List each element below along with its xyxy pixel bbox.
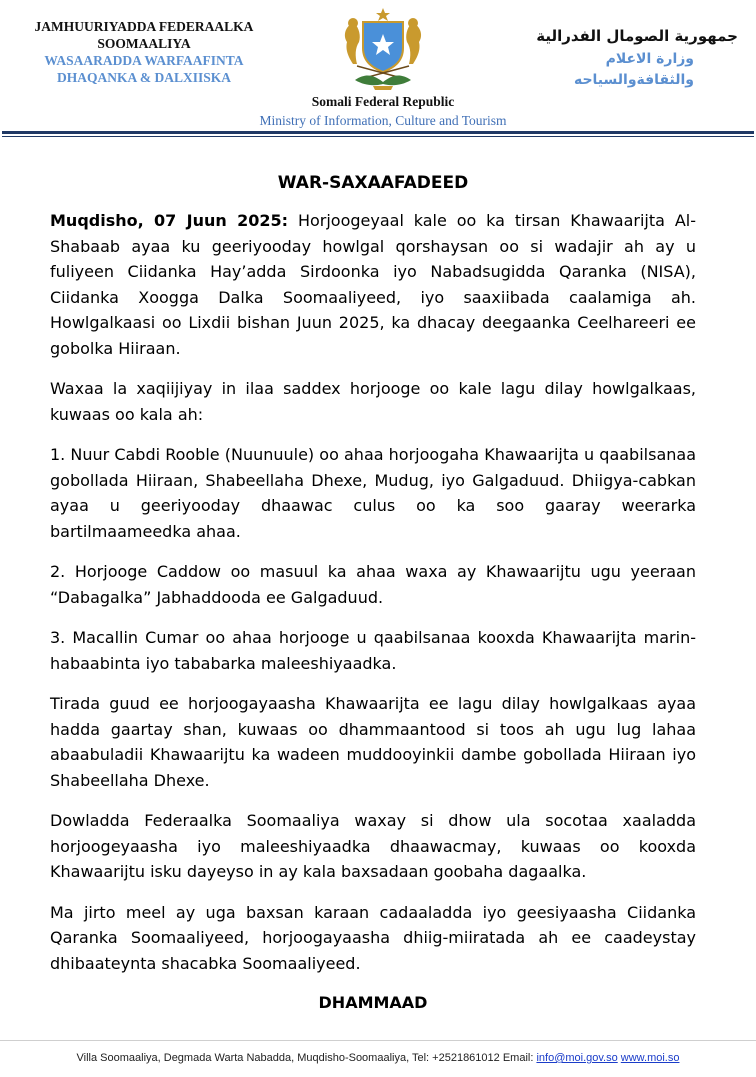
closing-mark: DHAMMAAD (318, 993, 428, 1012)
ministry-name-somali-line2: DHAQANKA & DALXIISKA (56, 70, 232, 85)
republic-name-somali-line1: JAMHUURIYADDA FEDERAALKA (34, 19, 254, 34)
republic-name-english: Somali Federal Republic (311, 94, 455, 109)
list-item-2: 2. Horjooge Caddow oo masuul ka ahaa waxa ay Khawaarijtu ugu yeeraan “Dabagalka” Jabhaddooda ee Galgaduud. (50, 562, 696, 607)
document-title: WAR-SAXAAFADEED (277, 173, 469, 193)
ministry-name-somali-line1: WASAARADDA WARFAAFINTA (44, 53, 244, 68)
dateline: Muqdisho, 07 Juun 2025: (50, 211, 289, 230)
letterhead-arabic (508, 24, 738, 90)
coat-of-arms-icon (333, 6, 433, 92)
header-divider-thin (2, 136, 754, 137)
paragraph-lead-text: Horjoogeyaal kale oo ka tirsan Khawaarijta Al-Shabaab ayaa ku geeriyooday howlgal qorshaysan oo si wadajir ah ay u fuliyeen Ciidanka Hay’adda Sirdoonka iyo Nabadsugidda Qaranka (NISA), Ciidanka Xoogga Dalka Soomaaliyeed, iyo saaxiibada caalamiga ah. Howlgalkaasi oo Lixdii bishan Juun 2025, ka dhacay deegaanka Ceelhareeri ee gobolka Hiiraan. (50, 211, 696, 358)
footer-divider (0, 1040, 756, 1041)
footer-address: Villa Soomaaliya, Degmada Warta Nabadda, Muqdisho-Soomaaliya, Tel: +2521861012 Email: (76, 1052, 537, 1064)
paragraph-7: Dowladda Federaalka Soomaaliya waxay si dhow ula socotaa xaaladda horjoogeyaasha iyo maleeshiyaadka dhaawacmay, kuwaas oo kooxda Khawaarijtu isku dayeyso in ay kala baxsadaan goobaha dagaalka. (50, 811, 696, 881)
paragraph-2: Waxaa la xaqiijiyay in ilaa saddex horjooge oo kale lagu dilay howlgalkaas, kuwaas oo kala ah: (50, 379, 696, 424)
republic-name-somali-line2: SOOMAALIYA (97, 36, 191, 51)
paragraph-lead (50, 208, 696, 361)
letterhead (0, 0, 756, 140)
letterhead-english (228, 6, 538, 130)
republic-name-arabic: جمهورية الصومال الفدرالية (536, 27, 738, 45)
ministry-name-english: Ministry of Information, Culture and Tourism (259, 113, 507, 128)
footer-website-link[interactable]: www.moi.so (620, 1052, 680, 1064)
list-item-3: 3. Macallin Cumar oo ahaa horjooge u qaabilsanaa kooxda Khawaarijta marin-habaabinta iyo tababarka maleeshiyaadka. (50, 628, 696, 673)
footer-email-link[interactable]: info@moi.gov.so (536, 1052, 618, 1064)
header-divider-thick (2, 131, 754, 134)
paragraph-6: Tirada guud ee horjoogayaasha Khawaarijta ee lagu dilay howlgalkaas ayaa hadda gaartay shan, kuwaas oo dhammaantood si toos ah ugu lug lahaa abaabuladii Khawaarijtu ka wadeen muddooyinkii dambe gobollada Hiiraan iyo Shabeellaha Dhexe. (50, 694, 696, 790)
ministry-name-arabic-line2: والثقافةوالسياحه (573, 72, 694, 88)
ministry-name-arabic-line1: وزارة الاعلام (605, 51, 694, 67)
list-item-1: 1. Nuur Cabdi Rooble (Nuunuule) oo ahaa horjoogaha Khawaarijta u qaabilsanaa gobollada Hiiraan, Shabeellaha Dhexe, Mudug, iyo Galgaduud. Dhiigya-cabkan ayaa u geeriyooday dhaawac culus oo ka soo gaaray weerarka bartilmaameedka ahaa. (50, 445, 696, 541)
footer-contact (0, 1050, 756, 1066)
paragraph-8: Ma jirto meel ay uga baxsan karaan cadaaladda iyo geesiyaasha Ciidanka Qaranka Soomaaliyeed, horjoogayaasha dhiig-miiratada ah ee caadeystay dhibaateynta shacabka Soomaaliyeed. (50, 902, 696, 973)
press-release-body (50, 170, 696, 1015)
